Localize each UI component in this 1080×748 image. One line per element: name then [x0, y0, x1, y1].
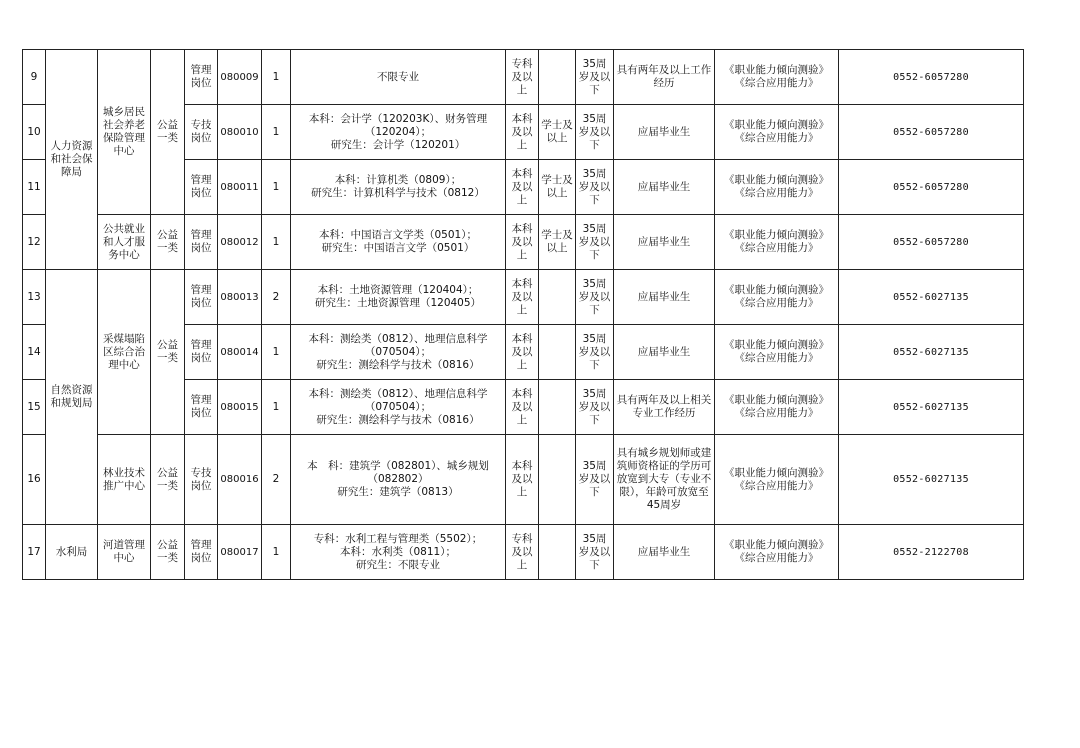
post-code-cell: 080015: [218, 380, 262, 435]
major-line: 研究生：测绘科学与技术（0816）: [316, 413, 480, 426]
post-code-cell: 080017: [218, 525, 262, 580]
exam-subjects-cell: [715, 270, 839, 325]
exam-subject: 《职业能力倾向测验》: [724, 539, 829, 551]
degree-cell: 学士及以上: [539, 160, 576, 215]
headcount-cell: 1: [262, 105, 291, 160]
exam-subject: 《职业能力倾向测验》: [724, 394, 829, 406]
exam-subjects-cell: [715, 160, 839, 215]
headcount-cell: 1: [262, 160, 291, 215]
phone-cell: 0552-6057280: [839, 105, 1024, 160]
exam-subject: 《职业能力倾向测验》: [724, 284, 829, 296]
post-code-cell: 080014: [218, 325, 262, 380]
other-requirements-cell: 具有两年及以上工作经历: [614, 50, 715, 105]
unit-cell: 城乡居民社会养老保险管理中心: [98, 50, 151, 215]
table-row: [23, 525, 1024, 580]
exam-subjects-cell: [715, 435, 839, 525]
post-code-cell: 080009: [218, 50, 262, 105]
age-cell: 35周岁及以下: [576, 325, 614, 380]
major-line: 研究生：不限专业: [356, 558, 440, 571]
degree-cell: 学士及以上: [539, 215, 576, 270]
phone-cell: 0552-6057280: [839, 160, 1024, 215]
post-type-cell: 管理岗位: [185, 160, 218, 215]
post-type-cell: 管理岗位: [185, 215, 218, 270]
education-cell: 本科及以上: [506, 270, 539, 325]
headcount-cell: 1: [262, 380, 291, 435]
other-requirements-cell: 应届毕业生: [614, 270, 715, 325]
headcount-cell: 1: [262, 325, 291, 380]
exam-subjects-cell: [715, 215, 839, 270]
exam-subjects-cell: [715, 50, 839, 105]
age-cell: 35周岁及以下: [576, 105, 614, 160]
degree-cell: 学士及以上: [539, 105, 576, 160]
age-cell: 35周岁及以下: [576, 380, 614, 435]
table-row: [23, 435, 1024, 525]
row-number: 12: [23, 215, 46, 270]
major-line: 研究生：土地资源管理（120405）: [314, 297, 482, 309]
age-cell: 35周岁及以下: [576, 160, 614, 215]
education-cell: 本科及以上: [506, 380, 539, 435]
row-number: 9: [23, 50, 46, 105]
age-cell: 35周岁及以下: [576, 215, 614, 270]
exam-subject: 《职业能力倾向测验》: [724, 174, 829, 186]
exam-subject: 《综合应用能力》: [734, 407, 819, 419]
major-line: 研究生：中国语言文学（0501）: [321, 242, 475, 254]
phone-cell: 0552-6057280: [839, 215, 1024, 270]
other-requirements-cell: 具有两年及以上相关专业工作经历: [614, 380, 715, 435]
post-type-cell: 专技岗位: [185, 435, 218, 525]
unit-cell: 公共就业和人才服务中心: [98, 215, 151, 270]
other-requirements-cell: 应届毕业生: [614, 105, 715, 160]
major-line: 专科：水利工程与管理类（5502）；: [313, 532, 483, 545]
headcount-cell: 1: [262, 215, 291, 270]
major-cell: [291, 270, 506, 325]
phone-cell: 0552-6027135: [839, 325, 1024, 380]
post-type-cell: 管理岗位: [185, 50, 218, 105]
degree-cell: [539, 50, 576, 105]
other-requirements-cell: 具有城乡规划师或建筑师资格证的学历可放宽到大专（专业不限），年龄可放宽至45周岁: [614, 435, 715, 525]
unit-cell: 河道管理中心: [98, 525, 151, 580]
major-line: 不限专业: [377, 70, 419, 83]
major-cell: [291, 105, 506, 160]
recruitment-table: [22, 49, 1024, 580]
major-line: 研究生：测绘科学与技术（0816）: [316, 358, 480, 371]
row-number: 14: [23, 325, 46, 380]
exam-subject: 《职业能力倾向测验》: [724, 466, 829, 479]
post-code-cell: 080010: [218, 105, 262, 160]
unit-nature-cell: 公益一类: [151, 525, 185, 580]
degree-cell: [539, 325, 576, 380]
major-cell: [291, 215, 506, 270]
major-cell: [291, 160, 506, 215]
age-cell: 35周岁及以下: [576, 270, 614, 325]
headcount-cell: 1: [262, 525, 291, 580]
exam-subjects-cell: [715, 380, 839, 435]
row-number: 13: [23, 270, 46, 325]
row-number: 15: [23, 380, 46, 435]
exam-subject: 《综合应用能力》: [734, 352, 819, 364]
major-cell: [291, 50, 506, 105]
education-cell: 专科及以上: [506, 525, 539, 580]
headcount-cell: 2: [262, 270, 291, 325]
exam-subject: 《综合应用能力》: [734, 479, 819, 492]
exam-subject: 《综合应用能力》: [734, 242, 819, 254]
post-code-cell: 080012: [218, 215, 262, 270]
headcount-cell: 1: [262, 50, 291, 105]
post-code-cell: 080013: [218, 270, 262, 325]
exam-subject: 《职业能力倾向测验》: [724, 339, 829, 351]
major-line: 研究生：会计学（120201）: [330, 138, 466, 151]
education-cell: 本科及以上: [506, 105, 539, 160]
exam-subjects-cell: [715, 105, 839, 160]
unit-nature-cell: 公益一类: [151, 435, 185, 525]
row-number: 17: [23, 525, 46, 580]
post-code-cell: 080016: [218, 435, 262, 525]
age-cell: 35周岁及以下: [576, 525, 614, 580]
degree-cell: [539, 380, 576, 435]
degree-cell: [539, 270, 576, 325]
major-line: 本 科：建筑学（082801）、城乡规划（082802）: [307, 460, 489, 485]
row-number: 16: [23, 435, 46, 525]
major-line: 本科：测绘类（0812）、地理信息科学（070504）；: [308, 332, 488, 358]
education-cell: 本科及以上: [506, 215, 539, 270]
exam-subject: 《综合应用能力》: [734, 297, 819, 309]
phone-cell: 0552-6027135: [839, 380, 1024, 435]
major-line: 本科：中国语言文学类（0501）；: [319, 229, 477, 241]
exam-subjects-cell: [715, 525, 839, 580]
exam-subject: 《职业能力倾向测验》: [724, 119, 829, 131]
major-cell: [291, 380, 506, 435]
major-line: 本科：会计学（120203K）、财务管理（120204）；: [308, 112, 488, 138]
exam-subject: 《综合应用能力》: [734, 187, 819, 199]
row-number: 10: [23, 105, 46, 160]
major-cell: [291, 525, 506, 580]
phone-cell: 0552-6027135: [839, 270, 1024, 325]
phone-cell: 0552-2122708: [839, 525, 1024, 580]
department-cell: 自然资源和规划局: [46, 270, 98, 525]
post-type-cell: 管理岗位: [185, 270, 218, 325]
unit-nature-cell: 公益一类: [151, 215, 185, 270]
major-line: 本科：水利类（0811）；: [340, 545, 456, 558]
exam-subject: 《综合应用能力》: [734, 132, 819, 144]
post-type-cell: 管理岗位: [185, 380, 218, 435]
table-row: [23, 50, 1024, 105]
post-type-cell: 专技岗位: [185, 105, 218, 160]
education-cell: 本科及以上: [506, 435, 539, 525]
exam-subject: 《职业能力倾向测验》: [724, 229, 829, 241]
major-line: 研究生：建筑学（0813）: [337, 486, 459, 498]
major-cell: [291, 325, 506, 380]
unit-nature-cell: 公益一类: [151, 270, 185, 435]
major-line: 研究生：计算机科学与技术（0812）: [311, 187, 485, 199]
education-cell: 本科及以上: [506, 325, 539, 380]
age-cell: 35周岁及以下: [576, 435, 614, 525]
unit-nature-cell: 公益一类: [151, 50, 185, 215]
post-type-cell: 管理岗位: [185, 525, 218, 580]
other-requirements-cell: 应届毕业生: [614, 525, 715, 580]
phone-cell: 0552-6057280: [839, 50, 1024, 105]
exam-subjects-cell: [715, 325, 839, 380]
department-cell: 人力资源和社会保障局: [46, 50, 98, 270]
major-line: 本科：计算机类（0809）；: [334, 174, 462, 186]
unit-cell: 林业技术推广中心: [98, 435, 151, 525]
other-requirements-cell: 应届毕业生: [614, 215, 715, 270]
headcount-cell: 2: [262, 435, 291, 525]
exam-subject: 《综合应用能力》: [734, 77, 819, 89]
education-cell: 专科及以上: [506, 50, 539, 105]
degree-cell: [539, 525, 576, 580]
age-cell: 35周岁及以下: [576, 50, 614, 105]
major-line: 本科：土地资源管理（120404）；: [317, 284, 479, 296]
other-requirements-cell: 应届毕业生: [614, 325, 715, 380]
other-requirements-cell: 应届毕业生: [614, 160, 715, 215]
unit-cell: 采煤塌陷区综合治理中心: [98, 270, 151, 435]
major-cell: [291, 435, 506, 525]
department-cell: 水利局: [46, 525, 98, 580]
education-cell: 本科及以上: [506, 160, 539, 215]
degree-cell: [539, 435, 576, 525]
major-line: 本科：测绘类（0812）、地理信息科学（070504）；: [308, 387, 488, 413]
table-row: [23, 270, 1024, 325]
exam-subject: 《职业能力倾向测验》: [724, 64, 829, 76]
table-row: [23, 215, 1024, 270]
post-type-cell: 管理岗位: [185, 325, 218, 380]
row-number: 11: [23, 160, 46, 215]
post-code-cell: 080011: [218, 160, 262, 215]
phone-cell: 0552-6027135: [839, 435, 1024, 525]
exam-subject: 《综合应用能力》: [734, 552, 819, 564]
